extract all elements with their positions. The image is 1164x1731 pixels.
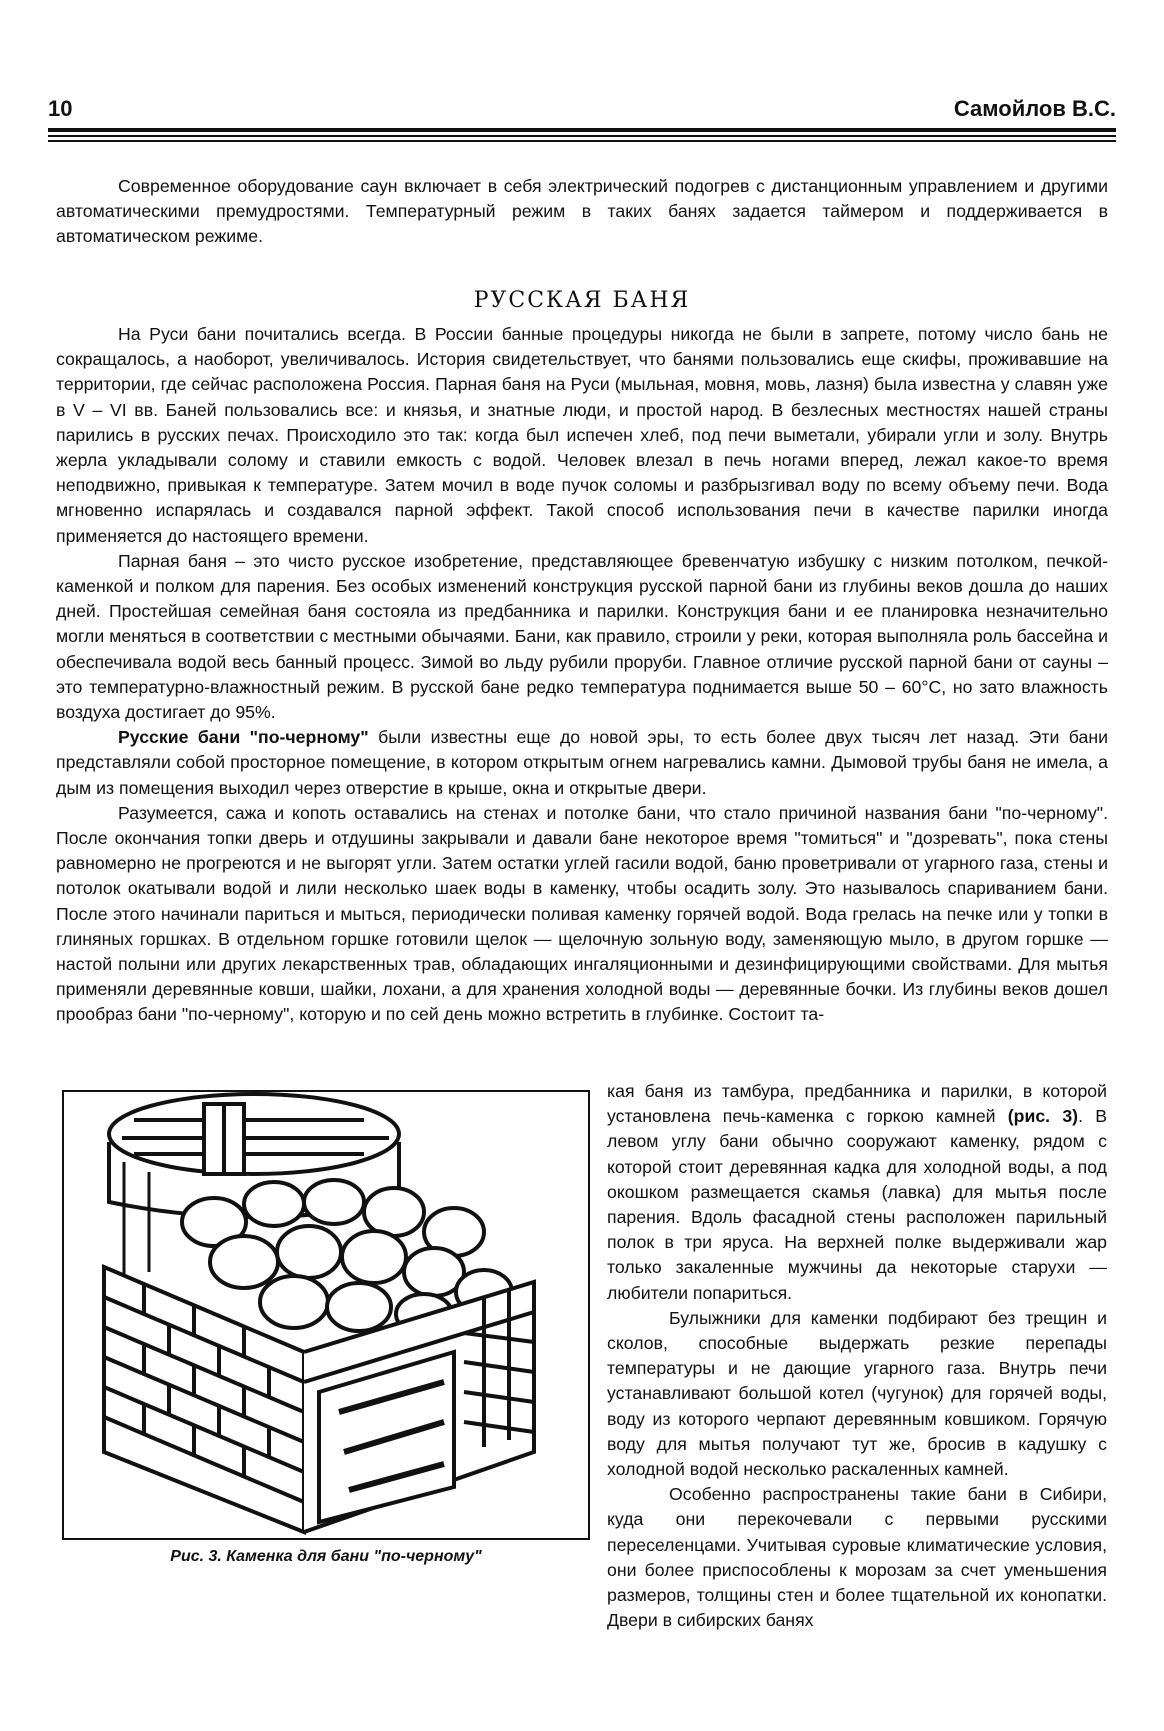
paragraph-6: Особенно распространены такие бани в Сибири, куда они перекочевали с первыми русскими переселенцами. Учитывая суровые климатические условия, они более приспособлены к морозам за счет уменьшения размеров, толщины стен и более тщательной их конопатки. Двери в сибирских банях [607,1484,1107,1631]
paragraph-1: На Руси бани почитались всегда. В России банные процедуры никогда не были в запрете, потому число бань не сокращалось, а наоборот, увеличивалось. История свидетельствует, что банями пользовались еще скифы, проживавшие на территории, где сейчас расположена Россия. Парная баня на Руси (мыльная, мовня, мовь, лазня) была известна у славян уже в V – VI вв. Баней пользовались все: и князья, и знатные люди, и простой народ. В безлесных местностях нашей страны парились в русских печах. Происходило это так: когда был испечен хлеб, под печи выметали, убирали угли и золу. Внутрь жерла укладывали солому и ставили емкость с водой. Человек влезал в печь ногами вперед, лежал какое-то время неподвижно, привыкая к температуре. Затем мочил в воде пучок соломы и разбрызгивал воду по всему объему печи. Вода мгновенно испарялась и создавался парной эффект. Такой способ использования печи в качестве парилки иногда применяется до настоящего времени. [56,324,1108,546]
intro-paragraph: Современное оборудование саун включает в себя электрический подогрев с дистанционным управлением и другими автоматическими премудростями. Температурный режим в таких банях задается таймером и поддерживается в автоматическом режиме. [56,176,1108,247]
paragraph-3 [56,725,1108,801]
main-text [56,322,1108,1028]
paragraph-4: Разумеется, сажа и копоть оставались на стенах и потолке бани, что стало причиной названия бани "по-черному". После окончания топки дверь и отдушины закрывали и давали бане некоторое время "томиться" и "дозревать", пока стены равномерно не прогреются и не выгорят угли. Затем остатки углей гасили водой, баню проветривали от угарного газа, стены и потолок окатывали водой и лили несколько шаек воды в каменку, чтобы осадить золу. Это называлось спариванием бани. После этого начинали париться и мыться, периодически поливая каменку горячей водой. Вода грелась на печке или у топки в глиняных горшках. В отдельном горшке готовили щелок — щелочную зольную воду, заменяющую мыло, в другом горшке — настой полыни или других лекарственных трав, обладающих ингаляционными и дезинфицирующими свойствами. Для мытья применяли деревянные ковши, шайки, лохани, а для хранения холодной воды — деревянные бочки. Из глубины веков дошел прообраз бани "по-черному", которую и по сей день можно встретить в глубинке. Состоит та- [56,802,1108,1025]
paragraph-3-rest: были известны еще до новой эры, то есть более двух тысяч лет назад. Эти бани представляли собой просторное помещение, в котором открытым огнем нагревались камни. Дымовой трубы баня не имела, а дым из помещения выходил через отверстие в крыше, окна и открытые двери. [56,727,1108,798]
figure-frame [62,1090,590,1540]
intro-text [56,174,1108,250]
paragraph-4-cont-b: . В левом углу бани обычно сооружают каменку, рядом с которой стоит деревянная кадка для холодной воды, а под окошком размещается скамья (лавка) для мытья после парения. Вдоль фасадной стены расположен парильный полок в три яруса. На верхней полке выдерживали жар только закаленные мужчины да некоторые старухи — любители попариться. [607,1106,1107,1303]
figure-3 [62,1090,590,1590]
author-name: Самойлов В.С. [953,96,1116,121]
paragraph-3-lead: Русские бани "по-черному" [118,727,369,748]
right-column-text [607,1079,1107,1633]
header-rule-thick [48,128,1116,132]
paragraph-4-continued [607,1079,1107,1306]
stone-heater-illustration [64,1092,588,1538]
figure-caption: Рис. 3. Каменка для бани "по-черному" [170,1548,482,1565]
section-title: РУССКАЯ БАНЯ [473,288,691,313]
paragraph-4-cont-a: кая баня из тамбура, предбанника и парилки, в которой установлена печь-каменка с горкою камней [607,1081,1107,1127]
figure-reference: (рис. 3) [1007,1106,1079,1127]
running-header [48,96,1116,128]
header-rule-thin-2 [48,140,1116,142]
page-number: 10 [48,96,73,121]
paragraph-2: Парная баня – это чисто русское изобретение, представляющее бревенчатую избушку с низким потолком, печкой-каменкой и полком для парения. Без особых изменений конструкция русской парной бани из глубины веков дошла до наших дней. Простейшая семейная баня состояла из предбанника и парилки. Конструкция бани и ее планировка незначительно могли меняться в соответствии с местными обычаями. Бани, как правило, строили у реки, которая выполняла роль бассейна и обеспечивала водой весь банный процесс. Зимой во льду рубили проруби. Главное отличие русской парной бани от сауны – это температурно-влажностный режим. В русской бане редко температура поднимается выше 50 – 60°С, но зато влажность воздуха достигает до 95%. [56,550,1108,723]
paragraph-5: Булыжники для каменки подбирают без трещин и сколов, способные выдержать резкие перепады температуры и не дающие угарного газа. Внутрь печи устанавливают большой котел (чугунок) для горячей воды, воду из которого черпают деревянным ковшиком. Горячую воду для мытья получают тут же, бросив в кадушку с холодной водой несколько раскаленных камней. [607,1307,1107,1480]
header-rule-thin-1 [48,135,1116,137]
